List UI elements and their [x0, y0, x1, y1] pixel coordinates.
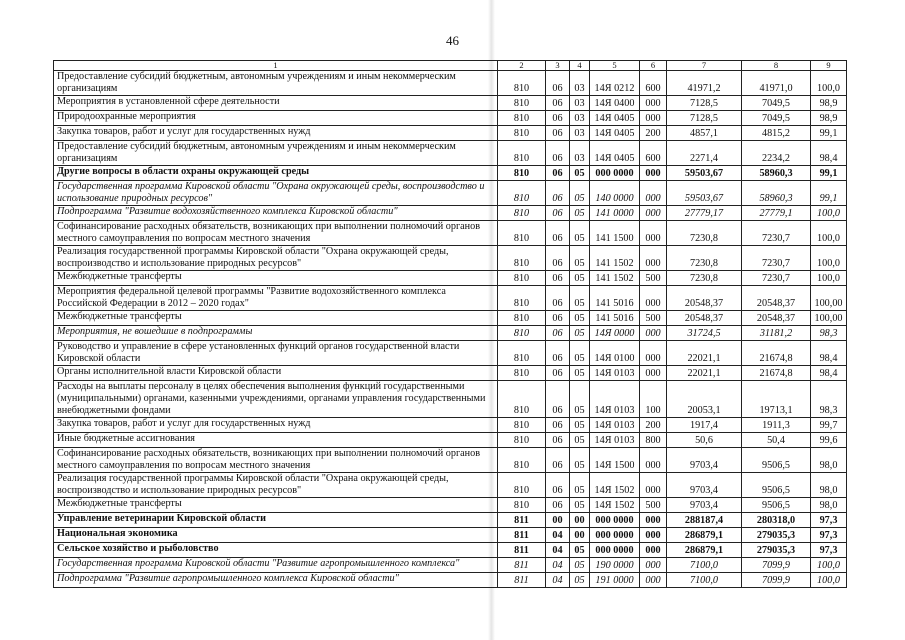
- row-value-cell: 99,6: [811, 433, 847, 448]
- row-value-cell: 000: [640, 573, 667, 588]
- row-value-cell: 000 0000: [590, 166, 640, 181]
- row-name-cell: Сельское хозяйство и рыболовство: [54, 543, 498, 558]
- row-value-cell: 20053,1: [667, 381, 742, 418]
- row-value-cell: 27779,1: [742, 206, 811, 221]
- row-value-cell: 279035,3: [742, 528, 811, 543]
- row-value-cell: 14Я 0100: [590, 341, 640, 366]
- row-value-cell: 200: [640, 126, 667, 141]
- row-value-cell: 06: [546, 326, 570, 341]
- row-value-cell: 810: [498, 126, 546, 141]
- row-value-cell: 000: [640, 558, 667, 573]
- row-value-cell: 06: [546, 473, 570, 498]
- row-value-cell: 7128,5: [667, 96, 742, 111]
- row-value-cell: 98,0: [811, 448, 847, 473]
- row-value-cell: 06: [546, 71, 570, 96]
- row-value-cell: 98,4: [811, 141, 847, 166]
- row-value-cell: 99,1: [811, 181, 847, 206]
- row-value-cell: 7099,9: [742, 573, 811, 588]
- row-name-cell: Мероприятия федеральной целевой программы "Развитие водохозяйственного комплекса Российской Федерации в 2012 – 2020 годах": [54, 286, 498, 311]
- row-value-cell: 06: [546, 498, 570, 513]
- row-value-cell: 05: [570, 341, 590, 366]
- row-name-cell: Предоставление субсидий бюджетным, автономным учреждениям и иным некоммерческим организациям: [54, 141, 498, 166]
- row-value-cell: 7049,5: [742, 111, 811, 126]
- row-value-cell: 06: [546, 286, 570, 311]
- row-value-cell: 191 0000: [590, 573, 640, 588]
- table-row: [54, 381, 847, 418]
- row-value-cell: 810: [498, 473, 546, 498]
- row-value-cell: 97,3: [811, 513, 847, 528]
- row-value-cell: 19713,1: [742, 381, 811, 418]
- row-value-cell: 41971,2: [667, 71, 742, 96]
- row-value-cell: 4857,1: [667, 126, 742, 141]
- row-name-cell: Природоохранные мероприятия: [54, 111, 498, 126]
- row-value-cell: 200: [640, 418, 667, 433]
- row-value-cell: 14Я 0000: [590, 326, 640, 341]
- row-value-cell: 000 0000: [590, 528, 640, 543]
- row-value-cell: 000: [640, 221, 667, 246]
- row-value-cell: 05: [570, 558, 590, 573]
- row-value-cell: 27779,17: [667, 206, 742, 221]
- row-value-cell: 05: [570, 366, 590, 381]
- row-value-cell: 05: [570, 381, 590, 418]
- row-value-cell: 06: [546, 366, 570, 381]
- row-value-cell: 286879,1: [667, 528, 742, 543]
- row-value-cell: 04: [546, 528, 570, 543]
- row-value-cell: 05: [570, 433, 590, 448]
- row-name-cell: Закупка товаров, работ и услуг для государственных нужд: [54, 418, 498, 433]
- row-name-cell: Предоставление субсидий бюджетным, автономным учреждениям и иным некоммерческим организациям: [54, 71, 498, 96]
- row-value-cell: 140 0000: [590, 181, 640, 206]
- table-row: [54, 513, 847, 528]
- row-value-cell: 141 5016: [590, 286, 640, 311]
- row-value-cell: 288187,4: [667, 513, 742, 528]
- table-row: [54, 166, 847, 181]
- row-value-cell: 14Я 0103: [590, 418, 640, 433]
- row-value-cell: 03: [570, 126, 590, 141]
- header-cell: 8: [742, 61, 811, 71]
- row-value-cell: 9506,5: [742, 448, 811, 473]
- row-name-cell: Межбюджетные трансферты: [54, 311, 498, 326]
- row-value-cell: 000: [640, 181, 667, 206]
- table-row: [54, 206, 847, 221]
- row-name-cell: Государственная программа Кировской области "Охрана окружающей среды, воспроизводство и использование природных ресурсов": [54, 181, 498, 206]
- row-value-cell: 58960,3: [742, 166, 811, 181]
- row-value-cell: 14Я 0103: [590, 433, 640, 448]
- row-value-cell: 1917,4: [667, 418, 742, 433]
- row-value-cell: 14Я 0103: [590, 366, 640, 381]
- row-value-cell: 06: [546, 418, 570, 433]
- row-value-cell: 03: [570, 111, 590, 126]
- row-value-cell: 800: [640, 433, 667, 448]
- row-value-cell: 100,0: [811, 271, 847, 286]
- table-row: [54, 473, 847, 498]
- row-name-cell: Межбюджетные трансферты: [54, 271, 498, 286]
- table-row: [54, 418, 847, 433]
- row-value-cell: 22021,1: [667, 366, 742, 381]
- row-value-cell: 98,4: [811, 366, 847, 381]
- row-value-cell: 9703,4: [667, 473, 742, 498]
- row-value-cell: 000: [640, 543, 667, 558]
- row-value-cell: 21674,8: [742, 366, 811, 381]
- row-value-cell: 7100,0: [667, 558, 742, 573]
- row-value-cell: 000: [640, 246, 667, 271]
- row-value-cell: 000: [640, 473, 667, 498]
- row-value-cell: 000 0000: [590, 543, 640, 558]
- table-row: [54, 221, 847, 246]
- row-value-cell: 000: [640, 513, 667, 528]
- row-value-cell: 100,0: [811, 206, 847, 221]
- header-cell: 3: [546, 61, 570, 71]
- row-value-cell: 000: [640, 111, 667, 126]
- table-row: [54, 326, 847, 341]
- row-value-cell: 7230,7: [742, 271, 811, 286]
- row-value-cell: 141 1502: [590, 271, 640, 286]
- row-value-cell: 20548,37: [667, 311, 742, 326]
- row-value-cell: 141 1500: [590, 221, 640, 246]
- row-value-cell: 7230,7: [742, 221, 811, 246]
- row-value-cell: 04: [546, 543, 570, 558]
- row-value-cell: 41971,0: [742, 71, 811, 96]
- row-value-cell: 06: [546, 166, 570, 181]
- row-value-cell: 000: [640, 366, 667, 381]
- page-number: 46: [446, 33, 459, 48]
- row-value-cell: 97,3: [811, 528, 847, 543]
- table-row: [54, 126, 847, 141]
- budget-table: [53, 60, 847, 588]
- table-row: [54, 286, 847, 311]
- row-value-cell: 58960,3: [742, 181, 811, 206]
- header-cell: 5: [590, 61, 640, 71]
- row-name-cell: Управление ветеринарии Кировской области: [54, 513, 498, 528]
- row-value-cell: 14Я 1500: [590, 448, 640, 473]
- row-value-cell: 06: [546, 381, 570, 418]
- row-value-cell: 810: [498, 366, 546, 381]
- row-value-cell: 05: [570, 181, 590, 206]
- row-value-cell: 06: [546, 246, 570, 271]
- row-value-cell: 7230,8: [667, 221, 742, 246]
- row-name-cell: Органы исполнительной власти Кировской области: [54, 366, 498, 381]
- row-value-cell: 06: [546, 96, 570, 111]
- row-value-cell: 98,0: [811, 498, 847, 513]
- row-value-cell: 600: [640, 71, 667, 96]
- row-value-cell: 59503,67: [667, 181, 742, 206]
- row-value-cell: 06: [546, 221, 570, 246]
- row-value-cell: 000: [640, 528, 667, 543]
- row-value-cell: 20548,37: [742, 286, 811, 311]
- row-value-cell: 279035,3: [742, 543, 811, 558]
- row-value-cell: 100,0: [811, 558, 847, 573]
- row-name-cell: Закупка товаров, работ и услуг для государственных нужд: [54, 126, 498, 141]
- row-value-cell: 000: [640, 341, 667, 366]
- row-value-cell: 811: [498, 558, 546, 573]
- row-value-cell: 810: [498, 418, 546, 433]
- row-value-cell: 06: [546, 181, 570, 206]
- table-row: [54, 498, 847, 513]
- row-value-cell: 7128,5: [667, 111, 742, 126]
- row-value-cell: 14Я 0103: [590, 381, 640, 418]
- row-value-cell: 03: [570, 71, 590, 96]
- row-value-cell: 9506,5: [742, 498, 811, 513]
- row-value-cell: 000: [640, 286, 667, 311]
- row-value-cell: 06: [546, 111, 570, 126]
- row-value-cell: 05: [570, 246, 590, 271]
- row-value-cell: 50,4: [742, 433, 811, 448]
- row-name-cell: Расходы на выплаты персоналу в целях обеспечения выполнения функций государственными (муниципальными) органами, казенными учреждениями, органами управления государственными внебюджетными фондами: [54, 381, 498, 418]
- row-value-cell: 000: [640, 166, 667, 181]
- row-value-cell: 810: [498, 341, 546, 366]
- row-name-cell: Иные бюджетные ассигнования: [54, 433, 498, 448]
- row-value-cell: 810: [498, 181, 546, 206]
- table-row: [54, 528, 847, 543]
- row-value-cell: 05: [570, 311, 590, 326]
- table-row: [54, 558, 847, 573]
- row-value-cell: 100,00: [811, 311, 847, 326]
- row-value-cell: 810: [498, 141, 546, 166]
- table-row: [54, 573, 847, 588]
- row-value-cell: 810: [498, 71, 546, 96]
- row-value-cell: 05: [570, 166, 590, 181]
- row-value-cell: 810: [498, 271, 546, 286]
- row-value-cell: 05: [570, 271, 590, 286]
- row-value-cell: 810: [498, 206, 546, 221]
- row-value-cell: 31724,5: [667, 326, 742, 341]
- row-value-cell: 05: [570, 286, 590, 311]
- table-row: [54, 433, 847, 448]
- row-value-cell: 14Я 0212: [590, 71, 640, 96]
- row-value-cell: 97,3: [811, 543, 847, 558]
- row-value-cell: 9703,4: [667, 498, 742, 513]
- row-value-cell: 190 0000: [590, 558, 640, 573]
- row-value-cell: 99,7: [811, 418, 847, 433]
- row-value-cell: 05: [570, 221, 590, 246]
- row-value-cell: 20548,37: [742, 311, 811, 326]
- row-value-cell: 141 0000: [590, 206, 640, 221]
- row-value-cell: 06: [546, 341, 570, 366]
- row-value-cell: 14Я 0400: [590, 96, 640, 111]
- row-value-cell: 811: [498, 573, 546, 588]
- table-row: [54, 141, 847, 166]
- row-value-cell: 06: [546, 271, 570, 286]
- paper-fold-shadow: [488, 0, 495, 640]
- row-value-cell: 9506,5: [742, 473, 811, 498]
- row-value-cell: 810: [498, 96, 546, 111]
- row-name-cell: Государственная программа Кировской области "Развитие агропромышленного комплекса": [54, 558, 498, 573]
- row-value-cell: 06: [546, 433, 570, 448]
- row-value-cell: 500: [640, 498, 667, 513]
- header-cell: 9: [811, 61, 847, 71]
- header-cell: 6: [640, 61, 667, 71]
- row-value-cell: 98,4: [811, 341, 847, 366]
- row-value-cell: 810: [498, 221, 546, 246]
- table-row: [54, 366, 847, 381]
- row-value-cell: 99,1: [811, 166, 847, 181]
- row-value-cell: 280318,0: [742, 513, 811, 528]
- row-value-cell: 1911,3: [742, 418, 811, 433]
- row-value-cell: 04: [546, 573, 570, 588]
- row-name-cell: Национальная экономика: [54, 528, 498, 543]
- table-row: [54, 246, 847, 271]
- row-value-cell: 141 1502: [590, 246, 640, 271]
- row-value-cell: 810: [498, 448, 546, 473]
- table-row: [54, 311, 847, 326]
- row-name-cell: Реализация государственной программы Кировской области "Охрана окружающей среды, воспроизводство и использование природных ресурсов": [54, 473, 498, 498]
- row-value-cell: 100,0: [811, 573, 847, 588]
- table-body: [54, 61, 847, 588]
- header-cell: 1: [54, 61, 498, 71]
- row-value-cell: 000: [640, 96, 667, 111]
- row-value-cell: 100,0: [811, 246, 847, 271]
- row-value-cell: 05: [570, 326, 590, 341]
- row-value-cell: 810: [498, 326, 546, 341]
- header-cell: 2: [498, 61, 546, 71]
- row-value-cell: 21674,8: [742, 341, 811, 366]
- table-row: [54, 448, 847, 473]
- row-value-cell: 810: [498, 311, 546, 326]
- row-value-cell: 100,00: [811, 286, 847, 311]
- row-value-cell: 811: [498, 528, 546, 543]
- row-value-cell: 98,3: [811, 326, 847, 341]
- row-name-cell: Софинансирование расходных обязательств, возникающих при выполнении полномочий органов местного самоуправления по вопросам местного значения: [54, 448, 498, 473]
- row-value-cell: 05: [570, 543, 590, 558]
- table-row: [54, 71, 847, 96]
- table-row: [54, 271, 847, 286]
- row-value-cell: 99,1: [811, 126, 847, 141]
- row-value-cell: 14Я 0405: [590, 141, 640, 166]
- row-value-cell: 500: [640, 311, 667, 326]
- row-value-cell: 98,9: [811, 111, 847, 126]
- row-value-cell: 7100,0: [667, 573, 742, 588]
- row-value-cell: 810: [498, 246, 546, 271]
- row-name-cell: Мероприятия в установленной сфере деятельности: [54, 96, 498, 111]
- row-value-cell: 98,3: [811, 381, 847, 418]
- row-value-cell: 04: [546, 558, 570, 573]
- row-value-cell: 59503,67: [667, 166, 742, 181]
- row-name-cell: Межбюджетные трансферты: [54, 498, 498, 513]
- table-row: [54, 181, 847, 206]
- table-row: [54, 341, 847, 366]
- row-value-cell: 05: [570, 448, 590, 473]
- row-value-cell: 06: [546, 206, 570, 221]
- row-value-cell: 7230,8: [667, 271, 742, 286]
- row-value-cell: 000: [640, 206, 667, 221]
- row-value-cell: 2271,4: [667, 141, 742, 166]
- row-value-cell: 98,0: [811, 473, 847, 498]
- row-value-cell: 100: [640, 381, 667, 418]
- row-value-cell: 810: [498, 286, 546, 311]
- row-value-cell: 810: [498, 111, 546, 126]
- row-value-cell: 811: [498, 513, 546, 528]
- row-value-cell: 14Я 1502: [590, 473, 640, 498]
- row-name-cell: Мероприятия, не вошедшие в подпрограммы: [54, 326, 498, 341]
- row-name-cell: Подпрограмма "Развитие агропромышленного комплекса Кировской области": [54, 573, 498, 588]
- row-value-cell: 03: [570, 96, 590, 111]
- row-value-cell: 810: [498, 381, 546, 418]
- row-value-cell: 50,6: [667, 433, 742, 448]
- row-value-cell: 06: [546, 126, 570, 141]
- row-value-cell: 810: [498, 166, 546, 181]
- row-value-cell: 00: [570, 513, 590, 528]
- row-value-cell: 22021,1: [667, 341, 742, 366]
- row-value-cell: 7230,8: [667, 246, 742, 271]
- row-value-cell: 811: [498, 543, 546, 558]
- row-value-cell: 141 5016: [590, 311, 640, 326]
- table-row: [54, 111, 847, 126]
- row-value-cell: 810: [498, 433, 546, 448]
- row-value-cell: 600: [640, 141, 667, 166]
- row-value-cell: 100,0: [811, 221, 847, 246]
- row-value-cell: 286879,1: [667, 543, 742, 558]
- table-row: [54, 96, 847, 111]
- row-value-cell: 06: [546, 141, 570, 166]
- header-cell: 7: [667, 61, 742, 71]
- row-value-cell: 05: [570, 498, 590, 513]
- row-name-cell: Руководство и управление в сфере установленных функций органов государственной власти Кировской области: [54, 341, 498, 366]
- row-value-cell: 000: [640, 326, 667, 341]
- header-row: [54, 61, 847, 71]
- row-value-cell: 000: [640, 448, 667, 473]
- row-value-cell: 31181,2: [742, 326, 811, 341]
- row-value-cell: 00: [546, 513, 570, 528]
- row-value-cell: 4815,2: [742, 126, 811, 141]
- row-value-cell: 06: [546, 311, 570, 326]
- row-value-cell: 14Я 1502: [590, 498, 640, 513]
- row-value-cell: 05: [570, 473, 590, 498]
- row-value-cell: 14Я 0405: [590, 111, 640, 126]
- table-row: [54, 543, 847, 558]
- row-value-cell: 98,9: [811, 96, 847, 111]
- row-name-cell: Другие вопросы в области охраны окружающей среды: [54, 166, 498, 181]
- row-value-cell: 2234,2: [742, 141, 811, 166]
- row-name-cell: Реализация государственной программы Кировской области "Охрана окружающей среды, воспроизводство и использование природных ресурсов": [54, 246, 498, 271]
- row-value-cell: 7049,5: [742, 96, 811, 111]
- row-name-cell: Софинансирование расходных обязательств, возникающих при выполнении полномочий органов местного самоуправления по вопросам местного значения: [54, 221, 498, 246]
- row-value-cell: 20548,37: [667, 286, 742, 311]
- row-value-cell: 000 0000: [590, 513, 640, 528]
- row-value-cell: 9703,4: [667, 448, 742, 473]
- row-value-cell: 14Я 0405: [590, 126, 640, 141]
- row-name-cell: Подпрограмма "Развитие водохозяйственного комплекса Кировской области": [54, 206, 498, 221]
- row-value-cell: 500: [640, 271, 667, 286]
- row-value-cell: 810: [498, 498, 546, 513]
- row-value-cell: 05: [570, 206, 590, 221]
- row-value-cell: 06: [546, 448, 570, 473]
- row-value-cell: 7230,7: [742, 246, 811, 271]
- row-value-cell: 00: [570, 528, 590, 543]
- row-value-cell: 05: [570, 418, 590, 433]
- row-value-cell: 7099,9: [742, 558, 811, 573]
- row-value-cell: 03: [570, 141, 590, 166]
- row-value-cell: 100,0: [811, 71, 847, 96]
- row-value-cell: 05: [570, 573, 590, 588]
- header-cell: 4: [570, 61, 590, 71]
